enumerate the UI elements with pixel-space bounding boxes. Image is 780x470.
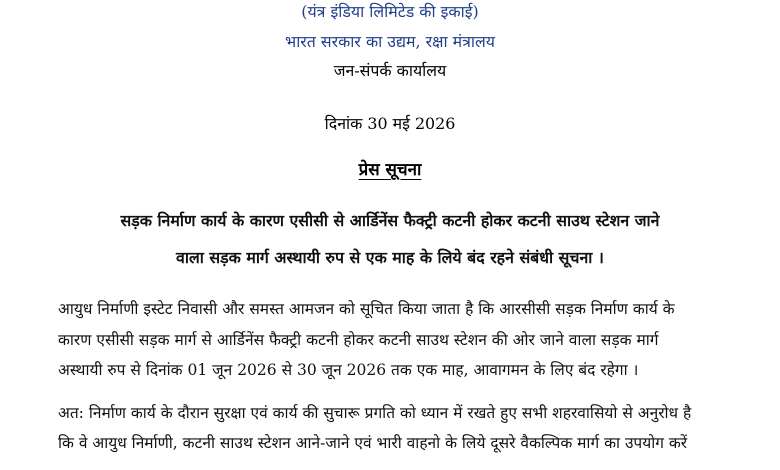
paragraph-1-line-3: अस्थायी रुप से दिनांक 01 जून 2026 से 30 जून 2026 तक एक माह, आवागमन के लिए बंद रहेगा । bbox=[58, 361, 639, 379]
paragraph-2-line-2: कि वे आयुध निर्माणी, कटनी साउथ स्टेशन आने-जाने एवं भारी वाहनो के लिये दूसरे वैकल्पिक मार्ग का उपयोग करें bbox=[58, 434, 688, 452]
date-line: दिनांक 30 मई 2026 bbox=[324, 114, 456, 133]
subject-line-1: सड़क निर्माण कार्य के कारण एसीसी से आर्डिनेंस फैक्ट्री कटनी होकर कटनी साउथ स्टेशन जाने bbox=[120, 211, 660, 230]
notice-title: प्रेस सूचना bbox=[358, 159, 422, 179]
paragraph-2-line-1: अत: निर्माण कार्य के दौरान सुरक्षा एवं कार्य की सुचारू प्रगति को ध्यान में रखते हुए सभी शहरवासियो से अनुरोध है bbox=[58, 404, 692, 422]
paragraph-1-line-1: आयुध निर्माणी इस्टेट निवासी और समस्त आमजन को सूचित किया जाता है कि आरसीसी सड़क निर्माण कार्य के bbox=[58, 300, 675, 318]
subject-line-2: वाला सड़क मार्ग अस्थायी रुप से एक माह के लिये बंद रहने संबंधी सूचना । bbox=[176, 248, 604, 267]
paragraph-1-line-2: कारण एसीसी सड़क मार्ग से आर्डिनेंस फैक्ट्री कटनी होकर कटनी साउथ स्टेशन की ओर जाने वाला सड़क मार्ग bbox=[58, 331, 659, 349]
office-line: जन-संपर्क कार्यालय bbox=[333, 61, 447, 80]
unit-line: (यंत्र इंडिया लिमिटेड की इकाई) bbox=[301, 2, 479, 21]
ministry-line: भारत सरकार का उद्यम, रक्षा मंत्रालय bbox=[285, 32, 495, 51]
